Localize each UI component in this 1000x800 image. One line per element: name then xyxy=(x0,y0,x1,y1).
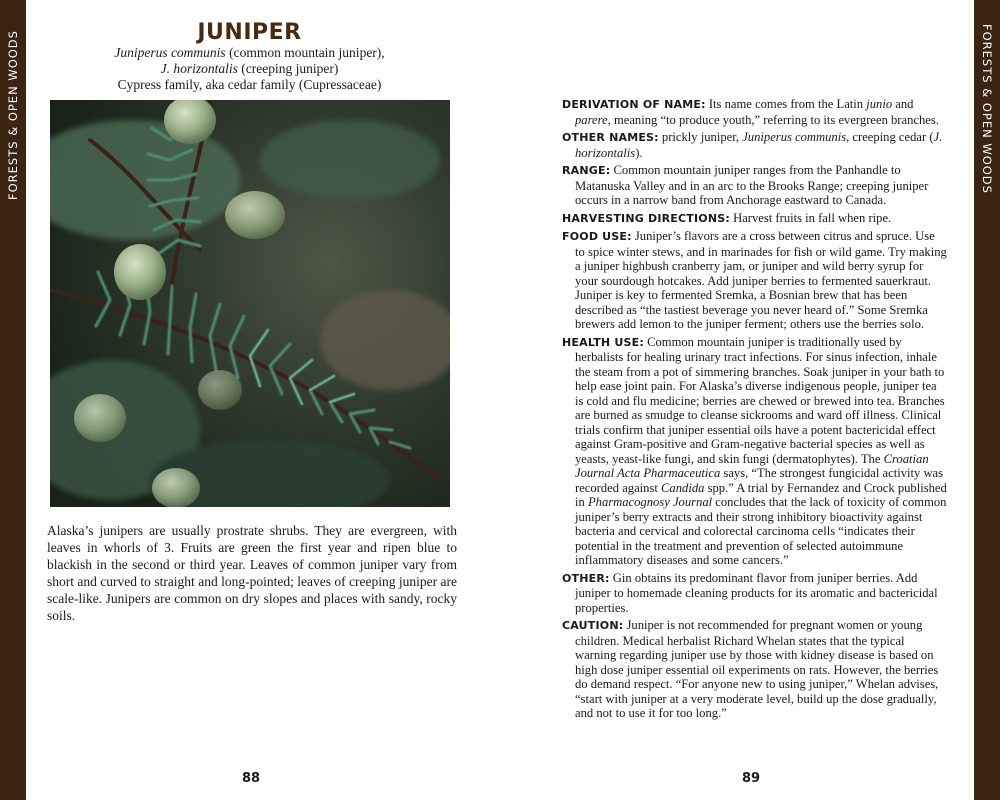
section-tab-label: FORESTS & OPEN WOODS xyxy=(6,30,20,200)
species-entries xyxy=(562,97,947,724)
entry-label: OTHER NAMES: xyxy=(562,131,659,144)
common-name: (creeping juniper) xyxy=(237,61,339,76)
page-number: 88 xyxy=(242,771,261,786)
right-page xyxy=(526,0,974,800)
subtitle-line-2 xyxy=(26,61,473,77)
range-entry xyxy=(562,163,947,208)
page-title: JUNIPER xyxy=(197,20,302,45)
other-entry xyxy=(562,571,947,616)
section-tab-label: FORESTS & OPEN WOODS xyxy=(980,24,994,194)
subtitle-line-1 xyxy=(26,45,473,61)
other-names-entry xyxy=(562,130,947,160)
derivation-entry xyxy=(562,97,947,127)
scientific-name: J. horizontalis xyxy=(160,61,238,76)
family-line: Cypress family, aka cedar family (Cupressaceae) xyxy=(117,77,382,92)
entry-text: spp.” A trial by Fernandez and Crock published in xyxy=(575,480,947,509)
entry-text: ). xyxy=(635,145,643,160)
species-description: Alaska’s junipers are usually prostrate shrubs. They are evergreen, with leaves in whorls of 3. Fruits are green the first year and ripen blue to blackish in the second or third year. Leaves of common juniper vary from short and curved to straight and long-pointed; leaves of creeping juniper are scale-like. Junipers are common on dry slopes and places with sandy, rocky soils. xyxy=(47,523,457,623)
entry-text: , creeping cedar ( xyxy=(846,130,934,144)
entry-label: OTHER: xyxy=(562,571,610,585)
entry-italic: Juniperus communis xyxy=(742,130,847,144)
entry-label: DERIVATION OF NAME: xyxy=(562,98,706,111)
entry-text: Juniper’s flavors are a cross between citrus and spruce. Use to spice winter stews, and in marinades for fish or wild game. Try making a juniper highbush cranberry jam, or juniper and wild berry syrup for your sourdough hotcakes. Add juniper berries to fermented sauerkraut. Juniper is key to fermented Sremka, a Bosnian brew that has been described as “the tastiest beverage you never heard of.” Some Sremka brewers add lemon to the juniper ferment; others use the berries solo. xyxy=(575,229,947,331)
entry-text: Common mountain juniper ranges from the Panhandle to Matanuska Valley and in an arc to the Brooks Range; creeping juniper occurs in a narrow band from Anchorage eastward to Canada. xyxy=(575,163,929,207)
common-name: (common mountain juniper), xyxy=(225,45,385,60)
entry-text: Common mountain juniper is traditionally used by herbalists for healing urinary tract infections. For sinus infection, inhale the steam from a pot of simmering branches. Soak juniper in your bath to help ease joint pain. For Alaska’s diverse indigenous people, juniper tea is cold and flu medicine; berries are chewed or brewed into tea. Branches are burned as smudge to cleanse sickrooms and ward off illness. Clinical trials confirm that juniper essential oils have a potent bactericidal effect against Gram-positive and Gram-negative bacterial species as well as yeasts, yeast-like fungi, and skin fungi (dermatophytes). The xyxy=(575,334,945,466)
entry-label: RANGE: xyxy=(562,164,611,177)
species-subtitle xyxy=(26,45,473,93)
entry-italic: junio xyxy=(866,97,893,111)
entry-italic: J. horizontalis xyxy=(575,130,943,160)
left-page xyxy=(26,0,473,800)
entry-label: HEALTH USE: xyxy=(562,335,644,349)
entry-italic: Pharmacognosy Journal xyxy=(587,495,713,509)
entry-text: prickly juniper, xyxy=(658,130,743,144)
entry-text: , meaning “to produce youth,” referring to its evergreen branches. xyxy=(607,112,939,127)
caution-entry xyxy=(562,618,947,721)
section-tab-left xyxy=(0,0,26,800)
entry-label: FOOD USE: xyxy=(562,230,632,243)
entry-text: concludes that the lack of toxicity of common juniper’s berry extracts and their strong inhibitory bioactivity against bacteria and cervical and colorectal carcinoma cells “indicates their potential in the treatment and prevention of selected autoimmune inflammatory diseases and some cancers.” xyxy=(575,495,947,567)
entry-italic: Candida xyxy=(661,480,705,495)
entry-text: Gin obtains its predominant flavor from juniper berries. Add juniper to homemade cleaning products for its aromatic and bactericidal properties. xyxy=(575,570,938,615)
entry-text: Its name comes from the Latin xyxy=(705,97,867,111)
entry-text: says, “The strongest fungicidal activity was recorded against xyxy=(575,466,944,495)
entry-italic: parere xyxy=(575,112,608,127)
juniper-branch-photo xyxy=(50,100,450,507)
food-use-entry xyxy=(562,229,947,332)
entry-label: HARVESTING DIRECTIONS: xyxy=(562,211,730,225)
health-use-entry xyxy=(562,335,947,568)
harvesting-entry xyxy=(562,211,947,227)
section-tab-right xyxy=(974,0,1000,800)
scientific-name: Juniperus communis xyxy=(114,45,226,60)
entry-italic: Croatian Journal Acta Pharmaceutica xyxy=(575,451,929,480)
page-number: 89 xyxy=(742,771,761,786)
entry-text: Juniper is not recommended for pregnant women or young children. Medical herbalist Richard Whelan states that the typical warning regarding juniper use by those with kidney disease is based on high dose juniper essential oil experiments on rats. However, the berries do demand respect. “For anyone new to using juniper,” Whelan advises, “start with juniper at a very moderate level, build up the dose gradually, and not to use it for too long.” xyxy=(575,618,939,720)
entry-label: CAUTION: xyxy=(562,619,624,632)
entry-text: Harvest fruits in fall when ripe. xyxy=(729,210,892,225)
entry-text: and xyxy=(892,97,914,111)
